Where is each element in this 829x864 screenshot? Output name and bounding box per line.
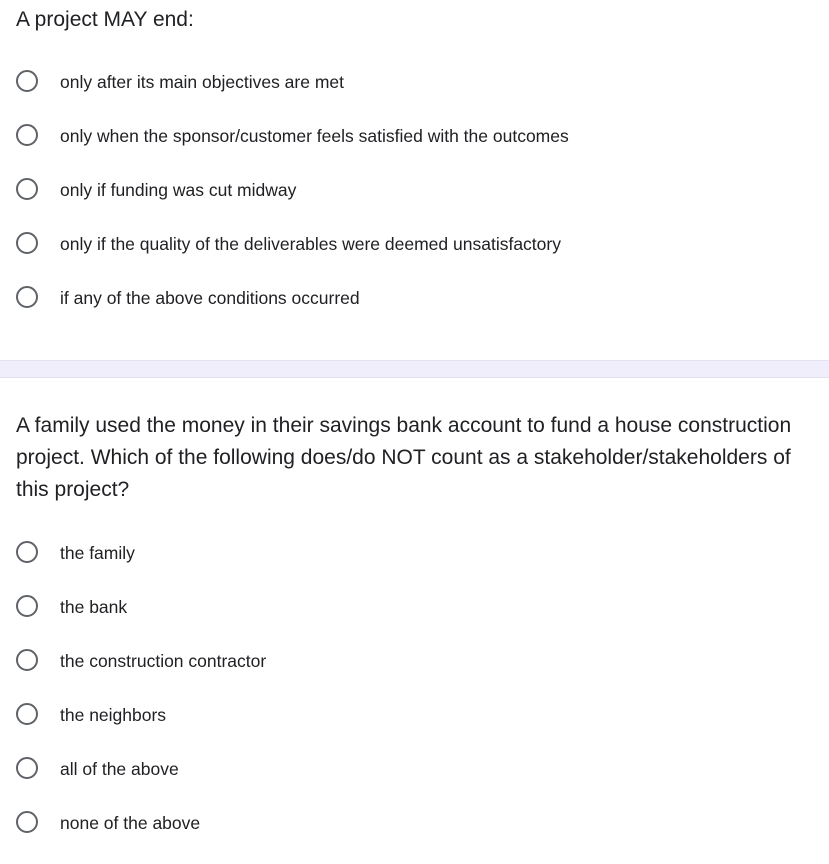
radio-option[interactable] [0,528,829,582]
radio-unchecked-icon[interactable] [16,178,38,200]
option-label[interactable]: none of the above [60,813,201,833]
radio-unchecked-icon[interactable] [16,124,38,146]
radio-option[interactable] [0,165,829,219]
section-divider [0,360,829,378]
question-title: A family used the money in their savings bank account to fund a house construction project. Which of the following does/do NOT count as a stakeholder/stakeholders of this project? [16,414,792,501]
question-title: A project MAY end: [16,8,194,31]
radio-unchecked-icon[interactable] [16,286,38,308]
option-label[interactable]: only when the sponsor/customer feels satisfied with the outcomes [60,126,569,146]
question-card-2 [0,378,829,864]
radio-option[interactable] [0,744,829,798]
option-label[interactable]: if any of the above conditions occurred [60,288,360,308]
radio-option[interactable] [0,582,829,636]
radio-unchecked-icon[interactable] [16,541,38,563]
radio-option[interactable] [0,111,829,165]
option-label[interactable]: the construction contractor [60,651,267,671]
radio-unchecked-icon[interactable] [16,811,38,833]
radio-option[interactable] [0,636,829,690]
radio-group [0,528,829,852]
radio-unchecked-icon[interactable] [16,70,38,92]
radio-option[interactable] [0,57,829,111]
radio-unchecked-icon[interactable] [16,232,38,254]
radio-unchecked-icon[interactable] [16,703,38,725]
radio-option[interactable] [0,798,829,852]
radio-group [0,57,829,327]
option-label[interactable]: the bank [60,597,128,617]
option-label[interactable]: the family [60,543,135,563]
question-card-1 [0,0,829,360]
radio-unchecked-icon[interactable] [16,595,38,617]
option-label[interactable]: only if the quality of the deliverables were deemed unsatisfactory [60,234,561,254]
option-label[interactable]: all of the above [60,759,179,779]
radio-option[interactable] [0,273,829,327]
option-label[interactable]: the neighbors [60,705,167,725]
radio-unchecked-icon[interactable] [16,649,38,671]
radio-option[interactable] [0,690,829,744]
radio-option[interactable] [0,219,829,273]
option-label[interactable]: only after its main objectives are met [60,72,345,92]
radio-unchecked-icon[interactable] [16,757,38,779]
option-label[interactable]: only if funding was cut midway [60,180,297,200]
